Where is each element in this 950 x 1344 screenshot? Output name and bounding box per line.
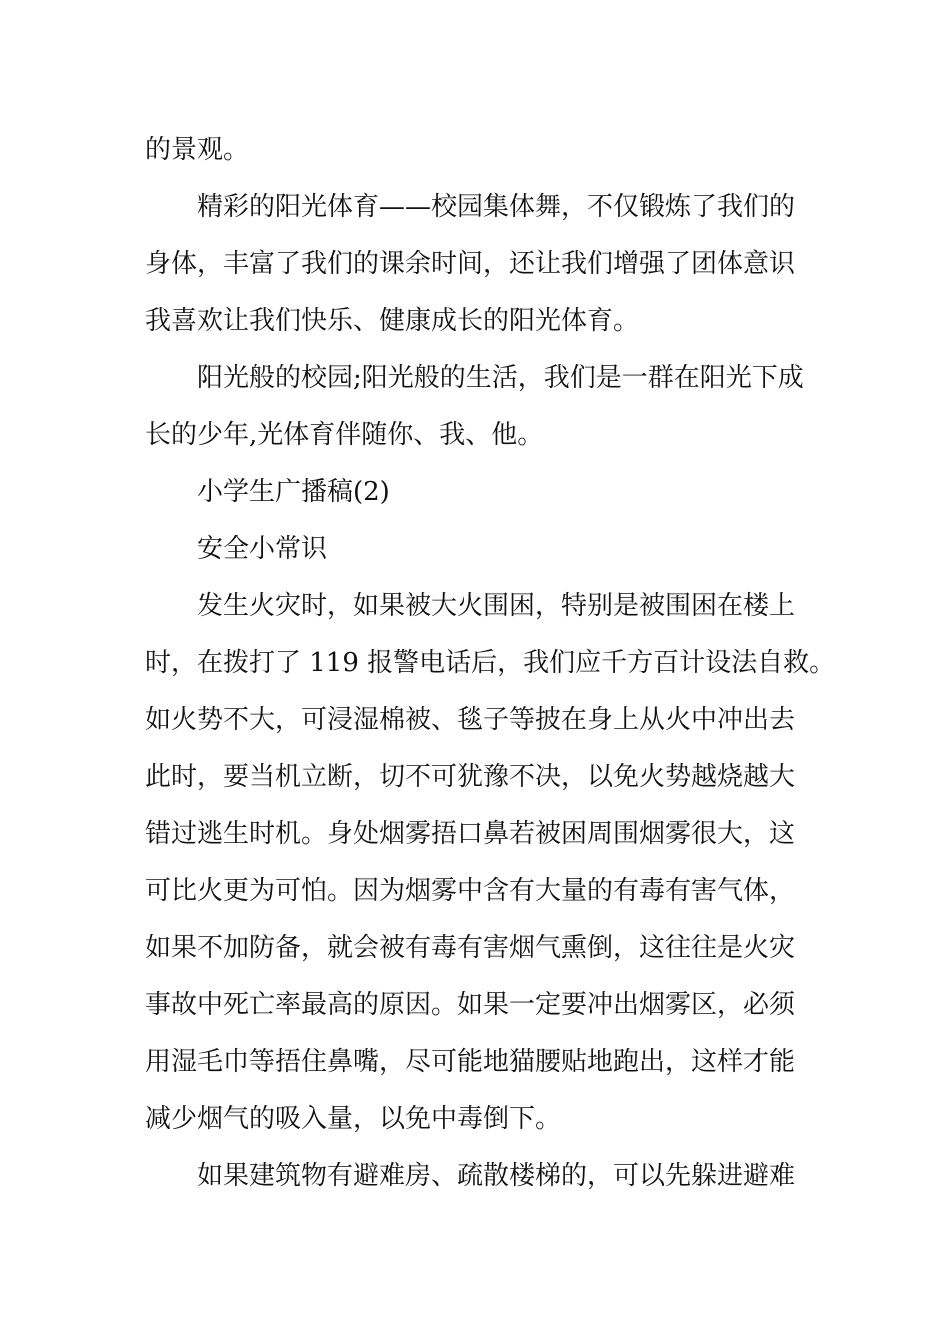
text-line: 用湿毛巾等捂住鼻嘴，尽可能地猫腰贴地跑出，这样才能 — [145, 1047, 796, 1077]
text-line: 我喜欢让我们快乐、健康成长的阳光体育。 — [145, 306, 640, 336]
paragraph-first-line: 精彩的阳光体育——校园集体舞，不仅锻炼了我们的 — [197, 192, 796, 222]
text-line: 如果不加防备，就会被有毒有害烟气熏倒，这往往是火灾 — [145, 933, 796, 963]
text-line: 时，在拨打了 119 报警电话后，我们应千方百计设法自救。 — [145, 648, 836, 678]
paragraph-first-line: 如果建筑物有避难房、疏散楼梯的，可以先躲进避难 — [197, 1161, 796, 1191]
text-line: 可比火更为可怕。因为烟雾中含有大量的有毒有害气体， — [145, 876, 796, 906]
text-line: 的景观。 — [145, 135, 250, 165]
text-line: 长的少年,光体育伴随你、我、他。 — [145, 420, 544, 450]
text-line: 事故中死亡率最高的原因。如果一定要冲出烟雾区，必须 — [145, 990, 796, 1020]
text-line: 如火势不大，可浸湿棉被、毯子等披在身上从火中冲出去 — [145, 705, 796, 735]
text-line: 错过逃生时机。身处烟雾捂口鼻若被困周围烟雾很大，这 — [145, 819, 796, 849]
paragraph-first-line: 发生火灾时，如果被大火围困，特别是被围困在楼上 — [197, 591, 796, 621]
text-line: 身体，丰富了我们的课余时间，还让我们增强了团体意识 — [145, 249, 796, 279]
text-line: 此时，要当机立断，切不可犹豫不决，以免火势越烧越大 — [145, 762, 796, 792]
section-heading: 小学生广播稿(2) — [197, 477, 390, 507]
subsection-heading: 安全小常识 — [197, 534, 328, 564]
text-line: 减少烟气的吸入量，以免中毒倒下。 — [145, 1104, 562, 1134]
paragraph-first-line: 阳光般的校园;阳光般的生活，我们是一群在阳光下成 — [197, 363, 804, 393]
